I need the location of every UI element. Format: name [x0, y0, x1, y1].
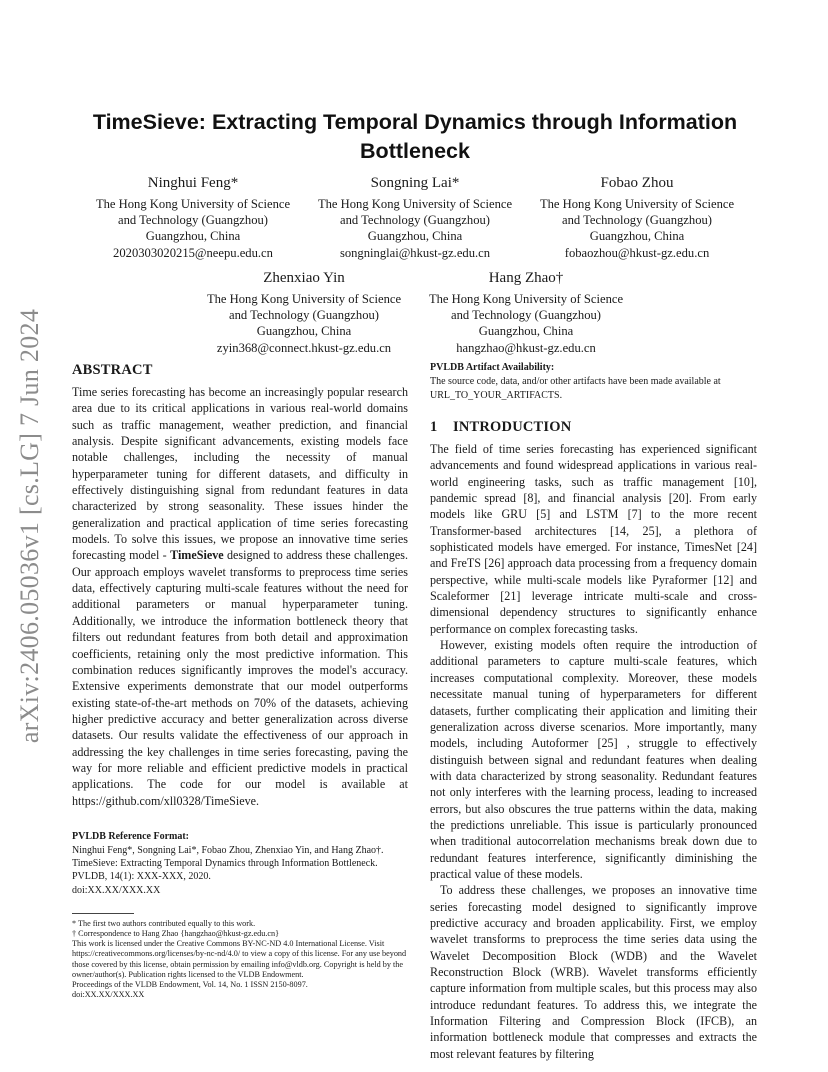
author-email[interactable]: 2020303020215@neepu.edu.cn: [113, 245, 273, 260]
abstract-text-after: designed to address these challenges. Our approach employs wavelet transforms to preprocess time series data, effectively capturing multi-scale features without the need for additional parameters or manual hyperparameter tuning. Additionally, we introduce the information bottleneck theory that filters out redundant features from both detail and approximation coefficients, retaining only the most predictive information. This combination reduces significantly improves the model's accuracy. Extensive experiments demonstrate that our model outperforms existing state-of-the-art methods on 70% of the datasets, achieving higher predictive accuracy and better generalization across diverse datasets. Our results validate the effectiveness of our approach in addressing the key challenges in time series forecasting, paving the way for more reliable and efficient predictive models in practical applications. The code for our model is available at https://github.com/xll0328/TimeSieve.: [72, 548, 409, 808]
author-block: [411, 268, 641, 356]
section-number: 1: [430, 419, 438, 435]
author-block: [78, 173, 308, 261]
author-affiliation: The Hong Kong University of Science: [206, 292, 402, 306]
left-column: [72, 362, 408, 1000]
footnote-correspondence: † Correspondence to Hang Zhao {hangzhao@hkust-gz.edu.cn}: [72, 928, 280, 938]
artifact-heading: PVLDB Artifact Availability:: [430, 362, 555, 373]
author-email[interactable]: zyin368@connect.hkust-gz.edu.cn: [216, 340, 392, 355]
author-affiliation: and Technology (Guangzhou): [229, 308, 379, 323]
right-column: [430, 362, 757, 1062]
author-city: Guangzhou, China: [256, 324, 352, 339]
author-city: Guangzhou, China: [589, 229, 685, 244]
artifact-text: The source code, data, and/or other artifacts have been made available at URL_TO_YOUR_ARTIFACTS.: [430, 376, 721, 401]
arxiv-identifier-text: arXiv:2406.05036v1 [cs.LG] 7 Jun 2024: [15, 308, 44, 744]
author-affiliation: The Hong Kong University of Science: [428, 292, 624, 306]
footnote-rule: [72, 913, 134, 914]
author-city: Guangzhou, China: [145, 229, 241, 244]
footnote-license: This work is licensed under the Creative Commons BY-NC-ND 4.0 International License. Visit https://creativecommons.org/licenses/by-nc-nd/4.0/ to view a copy of this license. For any use beyond those covered by this license, obtain permission by emailing info@vldb.org. Copyright is held by the owner/author(s). Publication rights licensed to the VLDB Endowment.: [72, 939, 407, 979]
author-name: Fobao Zhou: [600, 175, 674, 191]
author-email[interactable]: hangzhao@hkust-gz.edu.cn: [456, 340, 596, 355]
author-name: Songning Lai*: [370, 175, 460, 191]
author-affiliation: The Hong Kong University of Science: [539, 197, 735, 211]
author-name: Ninghui Feng*: [147, 175, 239, 191]
abstract-text: [72, 384, 408, 809]
footnote-proceedings: Proceedings of the VLDB Endowment, Vol. 14, No. 1 ISSN 2150-8097.: [72, 979, 308, 989]
author-affiliation: and Technology (Guangzhou): [451, 308, 601, 323]
author-name: Hang Zhao†: [488, 270, 564, 286]
author-city: Guangzhou, China: [478, 324, 574, 339]
intro-paragraph-1: The field of time series forecasting has experienced significant advancements and found widespread applications in various real-world engineering tasks, such as traffic management [10], pandemic spread [8], and financial analysis [20]. From early models like GRU [5] and LSTM [7] to the more recent Transformer-based architectures [14, 25], a plethora of sophisticated models have emerged. For instance, TimesNet [24] and FreTS [26] approach data processing from a frequency domain perspective, while multi-scale models like Pyraformer [12] and Scaleformer [21] leverage intricate multi-scale and cross-dimensional dependency structures to significantly enhance performance on complex forecasting tasks.: [430, 442, 757, 636]
author-name: Zhenxiao Yin: [263, 270, 345, 286]
footnote-equal-contribution: * The first two authors contributed equally to this work.: [72, 918, 256, 928]
intro-paragraph-2: However, existing models often require the introduction of additional parameters to capture multi-scale features, which increases computational complexity. Moreover, these models necessitate manual tuning of hyperparameters for different datasets, further complicating their application and limiting their generalization across diverse scenarios. More importantly, many models, including Autoformer [25] , struggle to effectively distinguish between signal and redundant features when dealing with data characterized by strong seasonality. Redundant features not only interferes with the learning process, leading to increased errors, but also obscures the true patterns within the data, making the predictions unreliable. This issue is particularly pronounced when traditional autocorrelation mechanisms break down due to redundant features interference, significantly diminishing the practical value of these models.: [430, 638, 757, 881]
arxiv-identifier: [15, 296, 44, 756]
footnote-doi: doi:XX.XX/XXX.XX: [72, 990, 145, 1000]
author-email[interactable]: songninglai@hkust-gz.edu.cn: [339, 245, 491, 260]
reference-format-heading: PVLDB Reference Format:: [72, 830, 189, 842]
abstract-heading: ABSTRACT: [72, 362, 153, 378]
author-email[interactable]: fobaozhou@hkust-gz.edu.cn: [564, 245, 710, 260]
reference-format-doi: doi:XX.XX/XXX.XX: [72, 884, 161, 896]
reference-format-text: Ninghui Feng*, Songning Lai*, Fobao Zhou, Zhenxiao Yin, and Hang Zhao†. TimeSieve: Extracting Temporal Dynamics through Information Bottleneck. PVLDB, 14(1): XXX-XXX, 2020.: [72, 844, 384, 883]
author-block: [522, 173, 752, 261]
intro-paragraph-3: To address these challenges, we proposes an innovative time series forecasting model designed to significantly improve predictive accuracy and broaden applicability. First, we employ wavelet transforms to preprocess the time series data using the Wavelet Decomposition Block (WDB) and the Wavelet Reconstruction Block (WRB). Wavelet transforms efficiently capture information from multiple scales, but this process may also introduce redundant features. To address this, we integrate the Information Filtering and Compression Block (IFCB), an information bottleneck module that compresses and extracts the most relevant features by filtering: [430, 883, 757, 1061]
author-block: [300, 173, 530, 261]
author-block: [189, 268, 419, 356]
author-affiliation: and Technology (Guangzhou): [562, 213, 712, 228]
author-city: Guangzhou, China: [367, 229, 463, 244]
abstract-text-before: Time series forecasting has become an increasingly popular research area due to its critical applications in various real-world domains such as traffic management, weather prediction, and financial analysis. Despite significant advancements, existing models face notable challenges, including the necessity of manual hyperparameter tuning for different datasets, and difficulty in effectively distinguishing signal from redundant features in data characterized by strong seasonality. These issues hinder the generalization and practical application of time series forecasting models. To solve this issues, we propose an innovative time series forecasting model -: [72, 385, 408, 563]
section-title: INTRODUCTION: [453, 419, 572, 435]
author-affiliation: and Technology (Guangzhou): [340, 213, 490, 228]
introduction-heading: [430, 419, 757, 436]
author-affiliation: and Technology (Guangzhou): [118, 213, 268, 228]
author-affiliation: The Hong Kong University of Science: [95, 197, 291, 211]
paper-title: TimeSieve: Extracting Temporal Dynamics through Information Bottleneck: [92, 110, 738, 163]
author-affiliation: The Hong Kong University of Science: [317, 197, 513, 211]
model-name: TimeSieve: [170, 548, 224, 563]
